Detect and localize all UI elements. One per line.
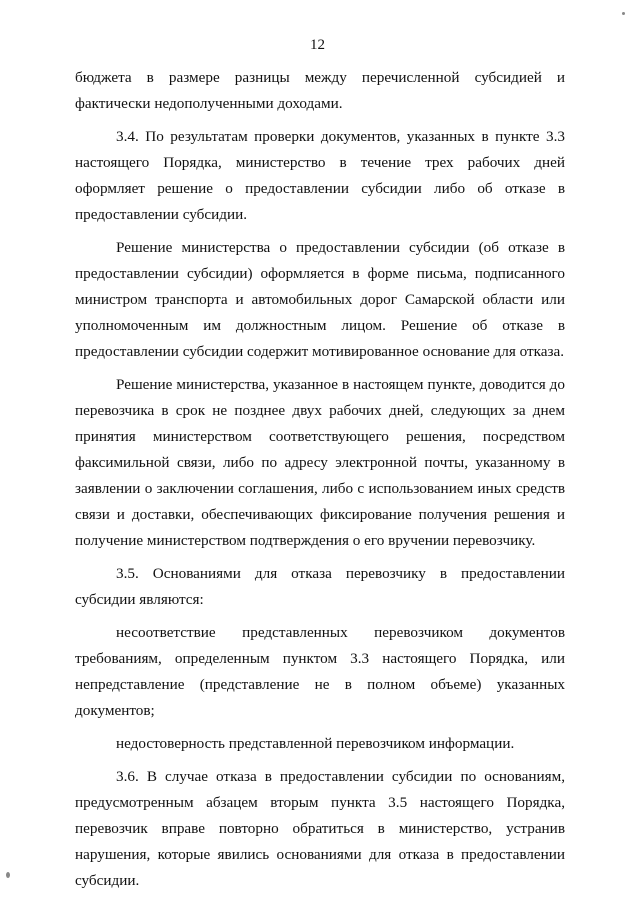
scan-speck xyxy=(6,872,10,878)
scan-speck xyxy=(622,12,625,15)
paragraph-decision-form: Решение министерства о предоставлении субсидии (об отказе в предоставлении субсидии) оформляется в форме письма, подписанного министром транспорта и автомобильных дорог Самарской области или уполномоченным им должностным лицом. Решение об отказе в предоставлении субсидии содержит мотивированное основание для отказа. xyxy=(75,239,565,360)
paragraph-3-5: 3.5. Основаниями для отказа перевозчику в предоставлении субсидии являются: xyxy=(75,565,565,608)
paragraph-decision-delivery: Решение министерства, указанное в настоящем пункте, доводится до перевозчика в срок не позднее двух рабочих дней, следующих за днем принятия министерством соответствующего решения, посредством факсимильной связи, либо по адресу электронной почты, указанному в заявлении о заключении соглашения, либо с использованием иных средств связи и доставки, обеспечивающих фиксирование получения решения и получение министерством подтверждения о его вручении перевозчику. xyxy=(75,376,565,549)
paragraph-refusal-ground-1: несоответствие представленных перевозчиком документов требованиям, определенным пунктом 3.3 настоящего Порядка, или непредставление (представление не в полном объеме) указанных документов; xyxy=(75,624,565,719)
paragraph-continuation: бюджета в размере разницы между перечисленной субсидией и фактически недополученными доходами. xyxy=(75,69,565,112)
paragraph-3-6: 3.6. В случае отказа в предоставлении субсидии по основаниям, предусмотренным абзацем вторым пункта 3.5 настоящего Порядка, перевозчик вправе повторно обратиться в министерство, устранив нарушения, которые явились основаниями для отказа в предоставлении субсидии. xyxy=(75,768,565,889)
paragraph-3-4: 3.4. По результатам проверки документов, указанных в пункте 3.3 настоящего Порядка, министерство в течение трех рабочих дней оформляет решение о предоставлении субсидии либо об отказе в предоставлении субсидии. xyxy=(75,128,565,223)
body-text xyxy=(75,65,565,901)
page-number: 12 xyxy=(310,37,325,53)
paragraph-refusal-ground-2: недостоверность представленной перевозчиком информации. xyxy=(116,735,515,752)
